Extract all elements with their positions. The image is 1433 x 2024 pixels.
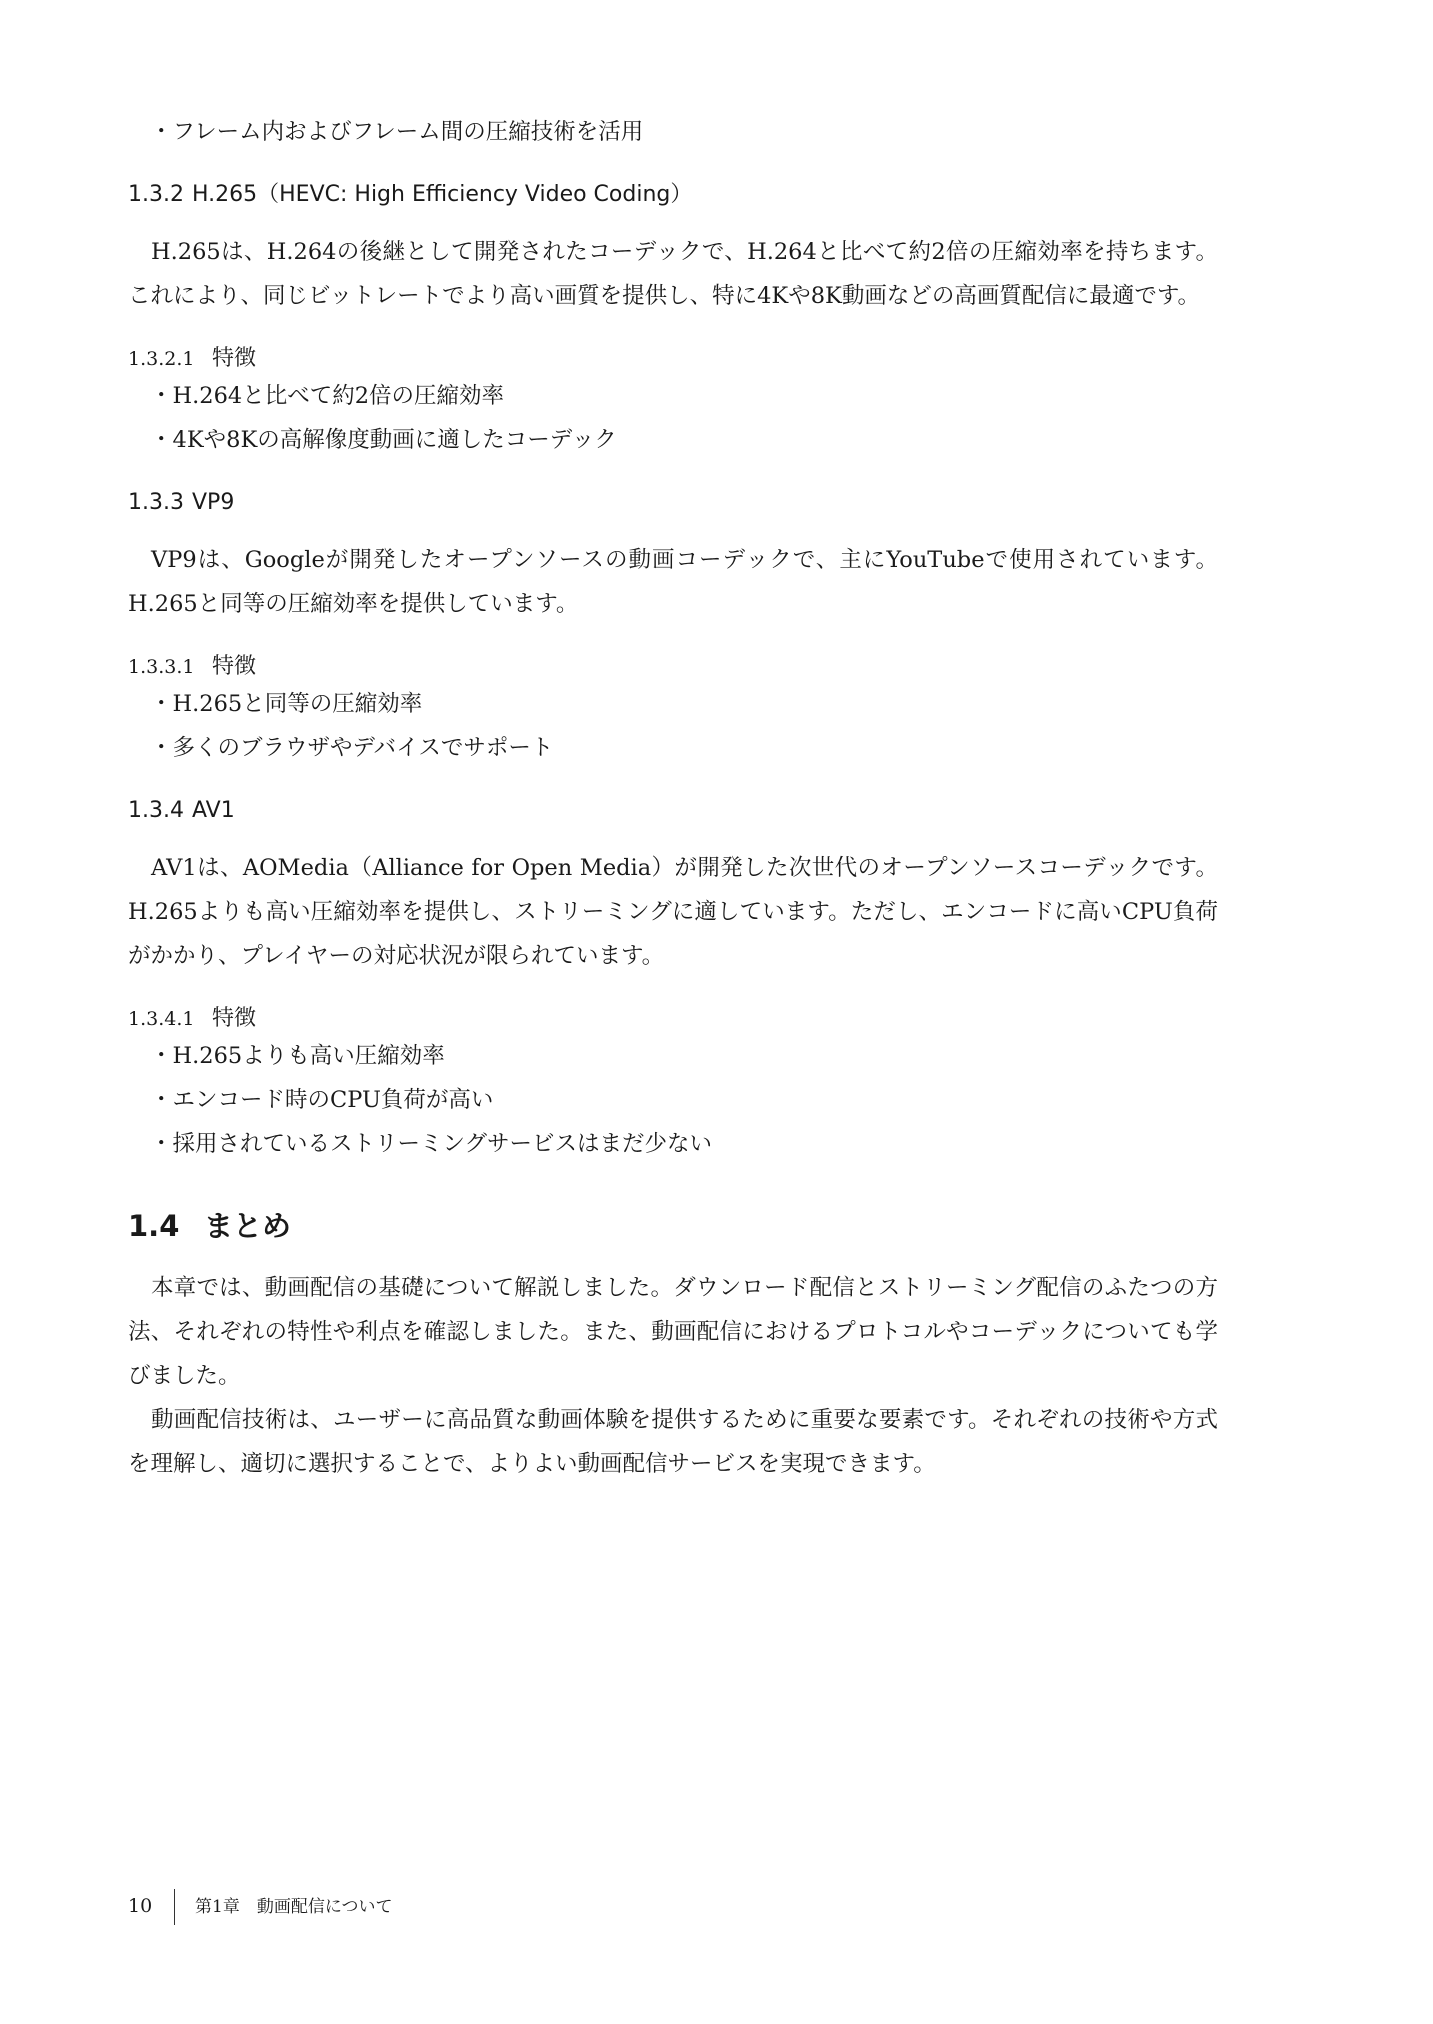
paragraph: 動画配信技術は、ユーザーに高品質な動画体験を提供するために重要な要素です。それぞれの技術や方式を理解し、適切に選択することで、よりよい動画配信サービスを実現できます。 (128, 1407, 1218, 1477)
list-item: ・H.265よりも高い圧縮効率 (150, 1043, 445, 1069)
subsection-heading-1-3-2-1 (128, 344, 1218, 374)
section-title: VP9 (192, 490, 235, 515)
section-number: 1.3.2 (128, 182, 184, 207)
footer-divider (174, 1889, 175, 1925)
list-item: ・多くのブラウザやデバイスでサポート (150, 735, 554, 761)
section-title: H.265（HEVC: High Efficiency Video Coding） (192, 182, 693, 207)
section-number: 1.4 (128, 1209, 180, 1243)
section-heading-1-3-2 (128, 180, 1218, 210)
section-number: 1.3.3 (128, 490, 184, 515)
subsection-number: 1.3.3.1 (128, 656, 195, 678)
list-item: ・4Kや8Kの高解像度動画に適したコーデック (150, 427, 617, 453)
paragraph: H.265は、H.264の後継として開発されたコーデックで、H.264と比べて約2倍の圧縮効率を持ちます。これにより、同じビットレートでより高い画質を提供し、特に4Kや8K動画などの高画質配信に最適です。 (128, 239, 1218, 309)
section-title: まとめ (204, 1209, 292, 1243)
chapter-title: 第1章 動画配信について (195, 1897, 393, 1917)
subsection-number: 1.3.4.1 (128, 1008, 195, 1030)
list-item: ・エンコード時のCPU負荷が高い (150, 1087, 494, 1113)
subsection-heading-1-3-4-1 (128, 1004, 1218, 1034)
list-item: ・H.265と同等の圧縮効率 (150, 691, 423, 717)
subsection-number: 1.3.2.1 (128, 348, 195, 370)
paragraph: AV1は、AOMedia（Alliance for Open Media）が開発した次世代のオープンソースコーデックです。H.265よりも高い圧縮効率を提供し、ストリーミングに適しています。ただし、エンコードに高いCPU負荷がかかり、プレイヤーの対応状況が限られています。 (128, 855, 1218, 969)
page-number: 10 (128, 1895, 153, 1917)
page-content (128, 110, 1218, 1486)
subsection-heading-1-3-3-1 (128, 652, 1218, 682)
section-number: 1.3.4 (128, 798, 184, 823)
list-item: ・H.264と比べて約2倍の圧縮効率 (150, 383, 505, 409)
list-item: ・採用されているストリーミングサービスはまだ少ない (150, 1131, 713, 1157)
section-heading-1-4 (128, 1206, 1218, 1246)
section-heading-1-3-4 (128, 796, 1218, 826)
list-item: ・フレーム内およびフレーム間の圧縮技術を活用 (150, 119, 644, 145)
subsection-title: 特徴 (212, 1006, 257, 1031)
subsection-title: 特徴 (212, 654, 257, 679)
paragraph: VP9は、Googleが開発したオープンソースの動画コーデックで、主にYouTubeで使用されています。H.265と同等の圧縮効率を提供しています。 (128, 547, 1218, 617)
section-heading-1-3-3 (128, 488, 1218, 518)
subsection-title: 特徴 (212, 346, 257, 371)
section-title: AV1 (192, 798, 235, 823)
paragraph: 本章では、動画配信の基礎について解説しました。ダウンロード配信とストリーミング配信のふたつの方法、それぞれの特性や利点を確認しました。また、動画配信におけるプロトコルやコーデックについても学びました。 (128, 1275, 1218, 1389)
page-footer (128, 1888, 392, 1924)
